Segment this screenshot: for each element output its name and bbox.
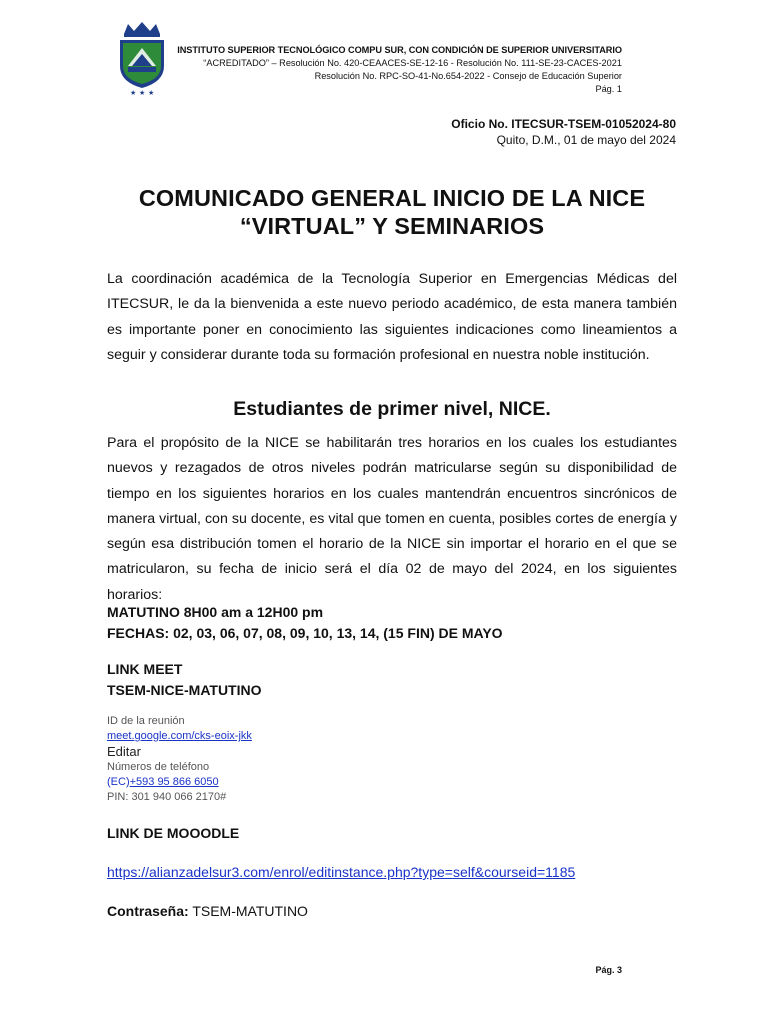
title-line-2: “VIRTUAL” Y SEMINARIOS (239, 213, 545, 239)
meet-phone-prefix: (EC) (107, 776, 130, 788)
document-title (92, 184, 692, 240)
meet-pin: PIN: 301 940 066 2170# (107, 791, 227, 803)
section-paragraph: Para el propósito de la NICE se habilitarán tres horarios en los cuales los estudiantes nuevos y rezagados de otros niveles podrán matricularse según su disponibilidad de tiempo en los siguientes horarios en los cuales mantendrán encuentros sincrónicos de manera virtual, con su docente, es vital que tomen en cuenta, posibles cortes de energía y según esa distribución tomen el horario de la NICE sin importar el horario en el que se matricularon, su fecha de inicio será el día 02 de mayo del 2024, en los siguientes horarios: (107, 435, 677, 603)
intro-paragraph: La coordinación académica de la Tecnología Superior en Emergencias Médicas del ITECSUR, le da la bienvenida a este nuevo periodo académico, de esta manera también es importante poner en conocimiento las siguientes indicaciones como lineamientos a seguir y considerar durante toda su formación profesional en nuestra noble institución. (107, 271, 677, 363)
schedule-shift: MATUTINO 8H00 am a 12H00 pm (107, 604, 324, 620)
moodle-heading: LINK DE MOOODLE (107, 825, 240, 841)
oficio-date: Quito, D.M., 01 de mayo del 2024 (496, 133, 676, 147)
accreditation-line: “ACREDITADO” – Resolución No. 420-CEAACES-SE-12-16 - Resolución No. 111-SE-23-CACES-2021 (203, 58, 622, 68)
meet-phones-label: Números de teléfono (107, 761, 210, 773)
password-row (107, 903, 308, 919)
header-page-number: Pág. 1 (595, 84, 622, 94)
meet-name: TSEM-NICE-MATUTINO (107, 682, 262, 698)
schedule-dates: FECHAS: 02, 03, 06, 07, 08, 09, 10, 13, 14, (15 FIN) DE MAYO (107, 625, 503, 641)
footer-page-number: Pág. 3 (595, 965, 622, 975)
meet-id-label: ID de la reunión (107, 715, 185, 727)
svg-text:★: ★ (148, 89, 155, 96)
meet-edit-link[interactable]: Editar (107, 744, 141, 759)
itecsur-logo (114, 22, 170, 96)
meet-heading: LINK MEET (107, 661, 183, 677)
meet-heading-block (107, 659, 262, 701)
section-title: Estudiantes de primer nivel, NICE. (233, 398, 551, 420)
password-label: Contraseña: (107, 903, 189, 919)
schedule-block (107, 602, 503, 644)
oficio-number: Oficio No. ITECSUR-TSEM-01052024-80 (451, 117, 676, 131)
institution-name: INSTITUTO SUPERIOR TECNOLÓGICO COMPU SUR, CON CONDICIÓN DE SUPERIOR UNIVERSITARIO (177, 45, 622, 55)
document-header (177, 44, 622, 96)
moodle-url-link[interactable]: https://alianzadelsur3.com/enrol/editinstance.php?type=self&courseid=1185 (107, 864, 576, 880)
meet-phone-link[interactable]: +593 95 866 6050 (129, 776, 219, 788)
svg-text:★: ★ (130, 89, 137, 96)
resolution-line: Resolución No. RPC-SO-41-No.654-2022 - Consejo de Educación Superior (314, 71, 622, 81)
title-line-1: COMUNICADO GENERAL INICIO DE LA NICE (138, 185, 646, 211)
svg-text:★: ★ (139, 89, 146, 96)
meet-phone-row (107, 775, 252, 790)
password-value: TSEM-MATUTINO (188, 903, 308, 919)
meet-details (107, 714, 252, 805)
meet-url-link[interactable]: meet.google.com/cks-eoix-jkk (107, 730, 252, 742)
oficio-block (451, 116, 676, 148)
